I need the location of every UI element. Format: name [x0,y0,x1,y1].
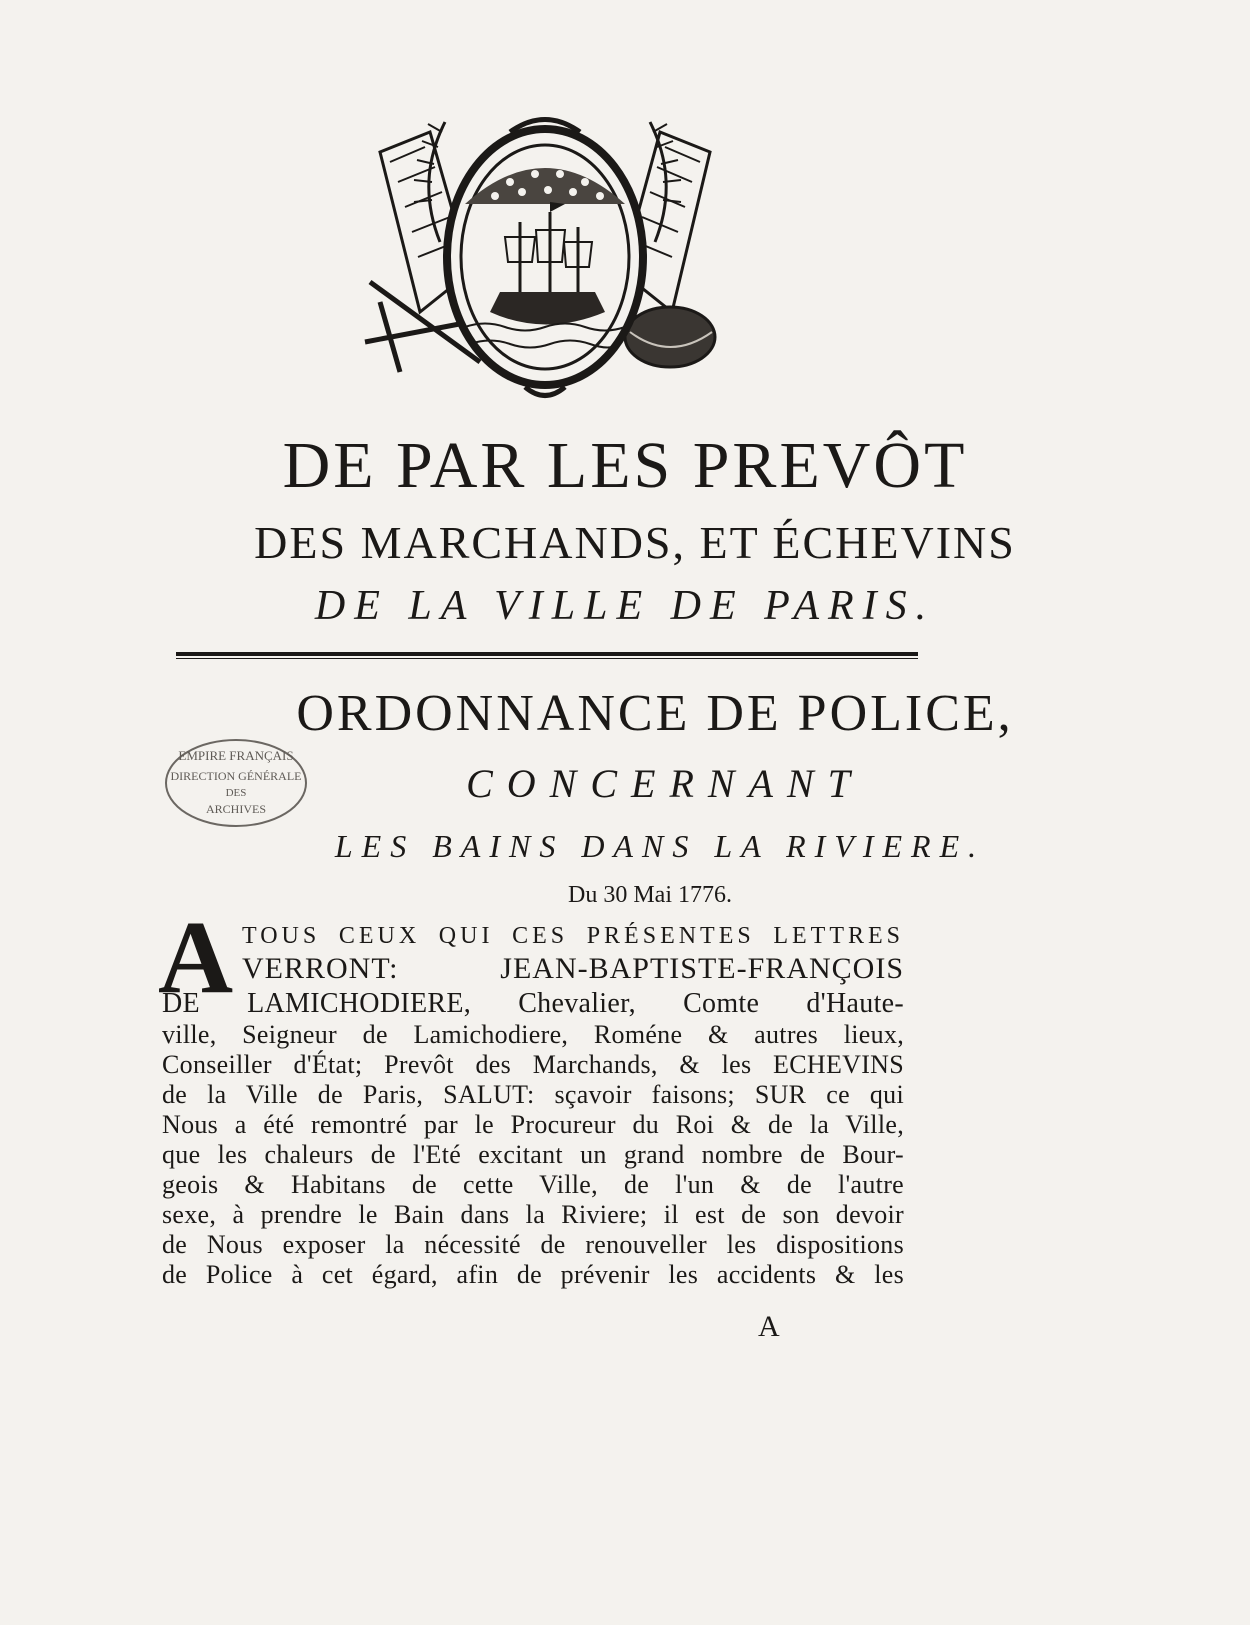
body-line-8: que les chaleurs de l'Eté excitant un grand nombre de Bour- [162,1140,904,1169]
title-concernant: CONCERNANT [466,761,864,806]
body-line-11: de Nous exposer la nécessité de renouveller les dispositions [162,1230,904,1259]
stamp-line-2: DIRECTION GÉNÉRALE [170,769,302,783]
stamp-line-1: EMPIRE FRANÇAIS [178,748,294,763]
stamp-line-4: ARCHIVES [205,802,267,816]
catchword-signature-mark: A [758,1310,780,1343]
body-line-10: sexe, à prendre le Bain dans la Riviere; il est de son devoir [162,1200,904,1229]
body-line-4: ville, Seigneur de Lamichodiere, Roméne & autres lieux, [162,1020,904,1049]
title-subject: LES BAINS DANS LA RIVIERE. [334,828,986,864]
body-line-6: de la Ville de Paris, SALUT: sçavoir faisons; SUR ce qui [162,1080,904,1109]
body-line-3: DE LAMICHODIERE, Chevalier, Comte d'Haute- [162,988,904,1019]
drop-cap: A [158,900,234,1015]
document-date: Du 30 Mai 1776. [568,882,732,908]
stamp-line-3: DES [225,787,247,799]
body-line-12: de Police à cet égard, afin de prévenir les accidents & les [162,1260,904,1289]
paris-coat-of-arms-vignette [360,112,730,402]
title-ordonnance: ORDONNANCE DE POLICE, [296,685,1014,742]
body-line-9: geois & Habitans de cette Ville, de l'un & de l'autre [162,1170,904,1199]
body-line-1: TOUS CEUX QUI CES PRÉSENTES LETTRES [242,923,904,949]
body-line-5: Conseiller d'État; Prevôt des Marchands, & les ECHEVINS [162,1050,904,1079]
heading-prevot: DE PAR LES PREVÔT [282,429,968,502]
body-line-2: VERRONT: JEAN-BAPTISTE-FRANÇOIS [242,952,904,985]
body-line-7: Nous a été remontré par le Procureur du Roi & de la Ville, [162,1110,904,1139]
heading-ville-de-paris: DE LA VILLE DE PARIS. [314,583,936,629]
double-rule-divider [176,652,918,659]
heading-marchands-echevins: DES MARCHANDS, ET ÉCHEVINS [254,517,1016,568]
archives-stamp [162,736,310,830]
